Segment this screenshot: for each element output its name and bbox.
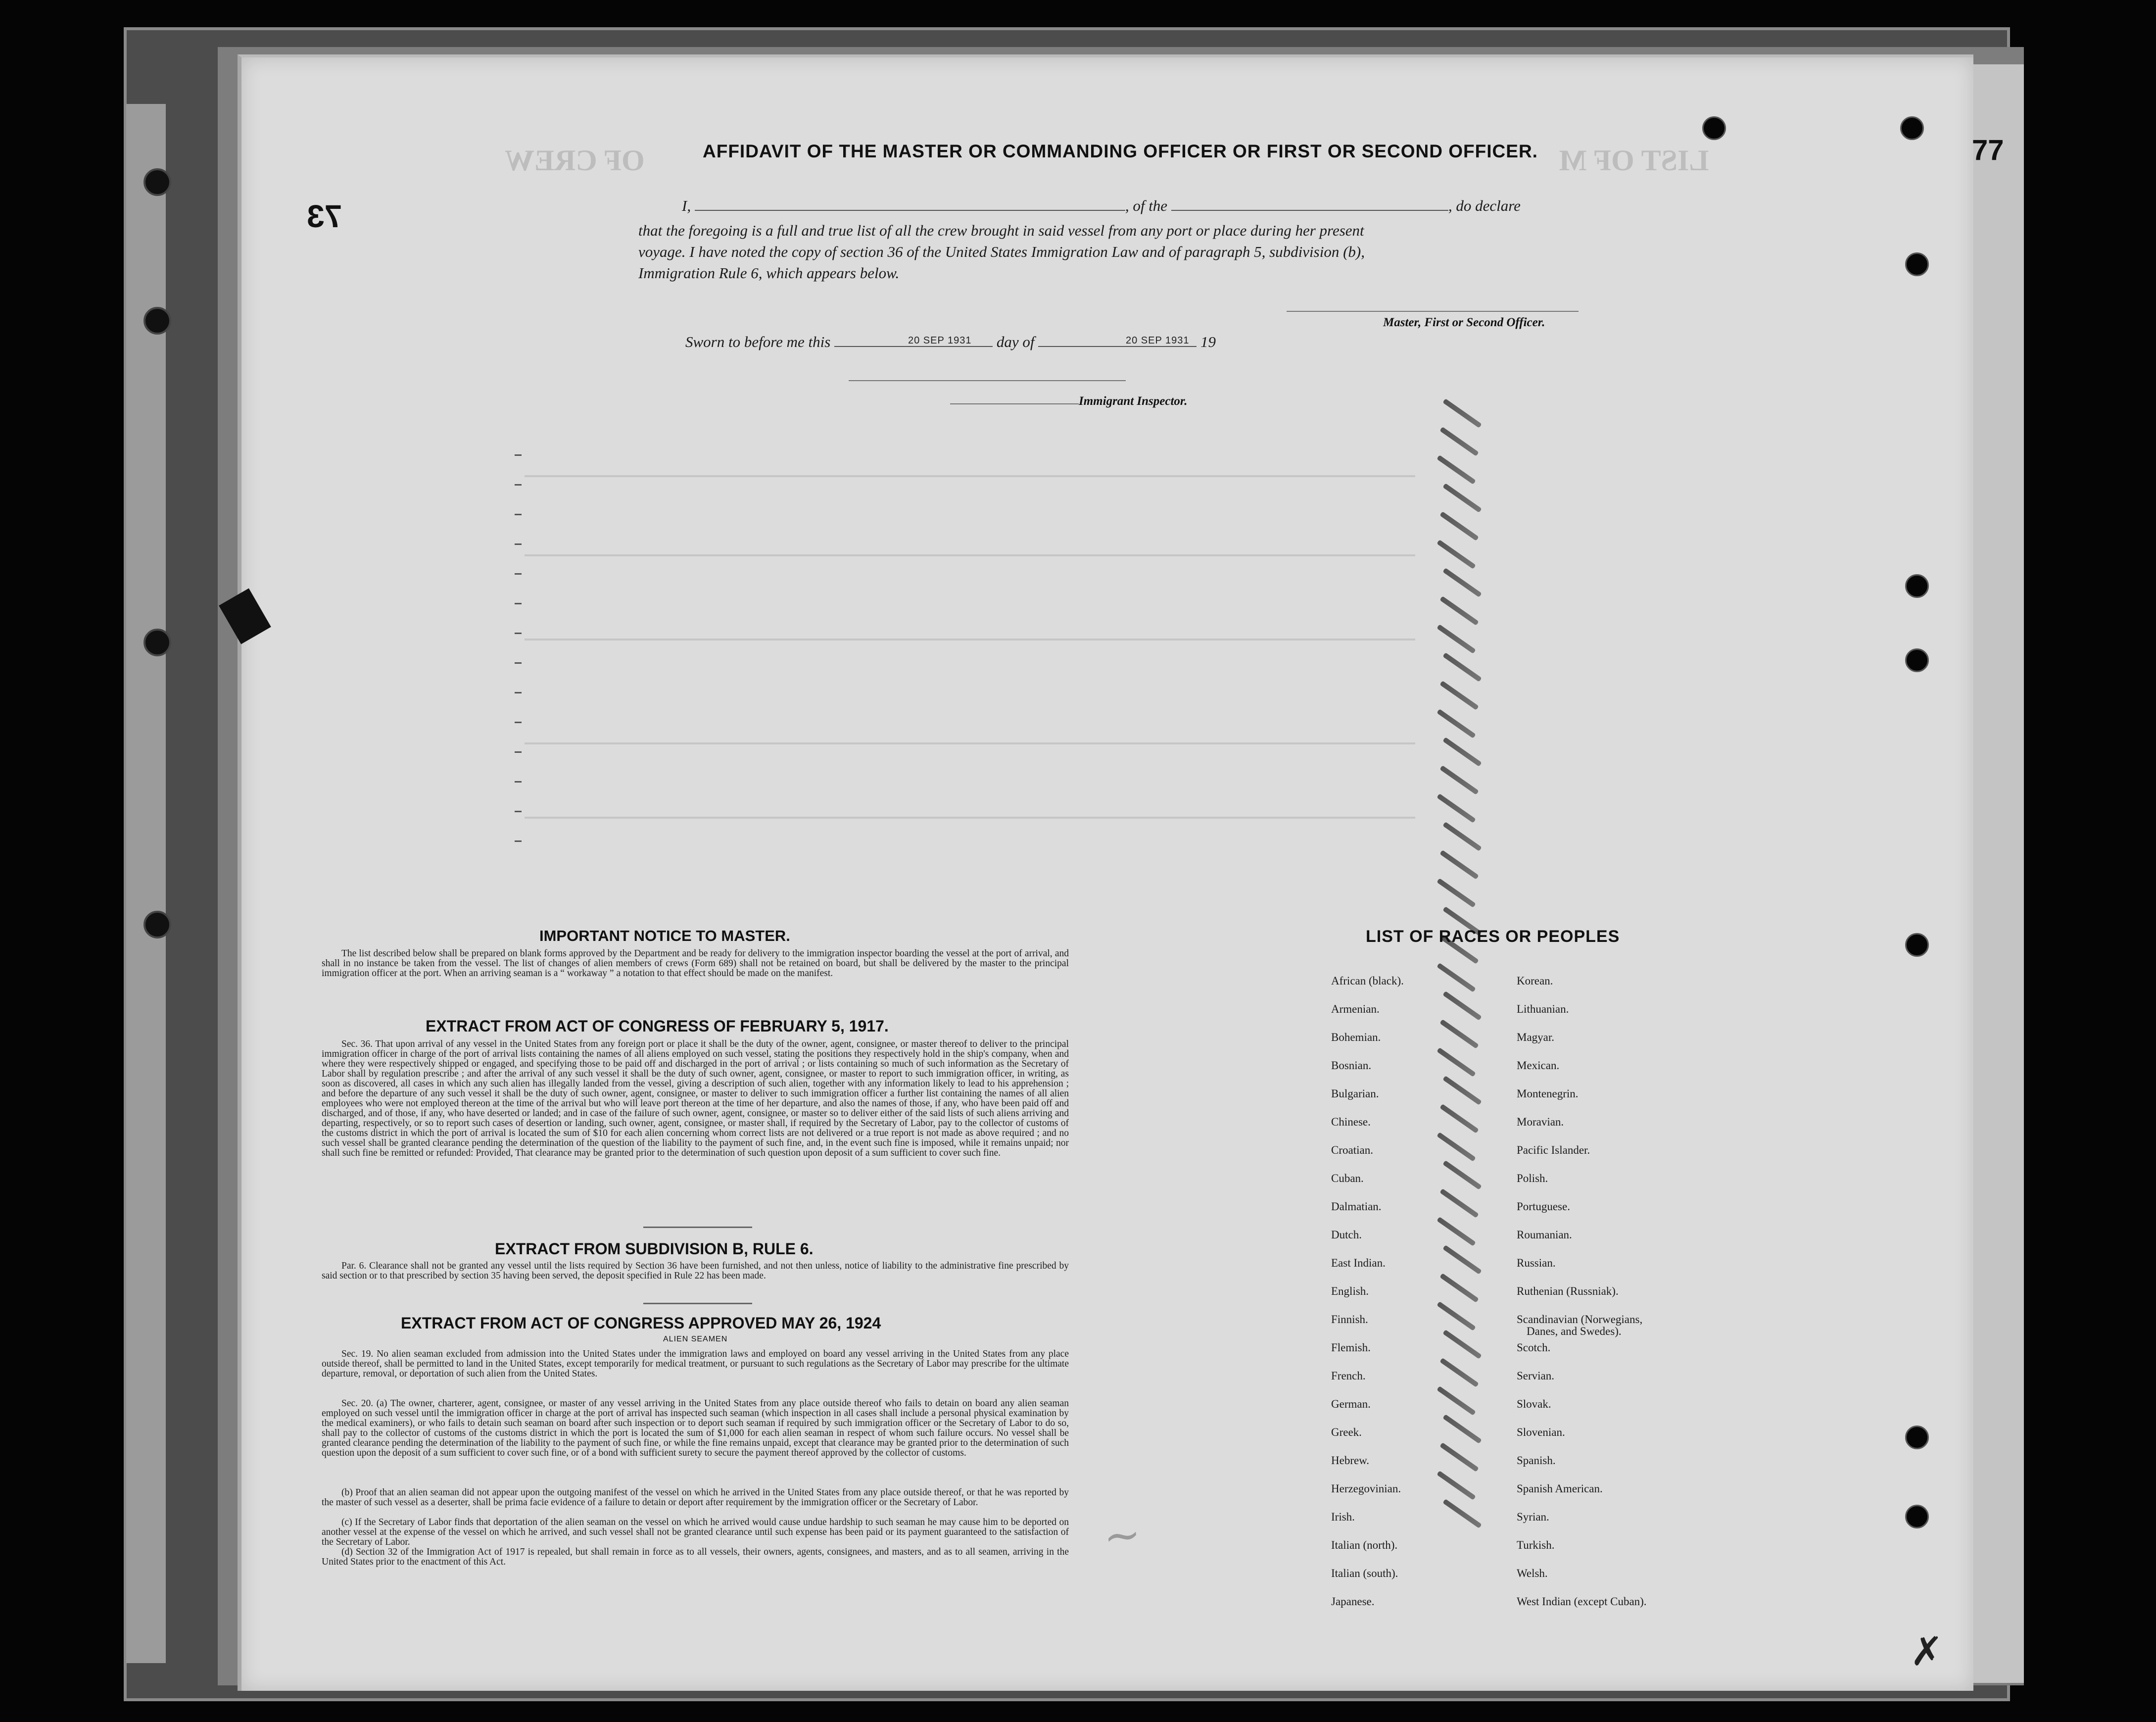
punch-hole bbox=[1905, 1426, 1929, 1449]
punch-hole bbox=[1900, 116, 1924, 140]
race-item bbox=[1517, 975, 1647, 1003]
race-item bbox=[1331, 1003, 1404, 1032]
section-divider bbox=[643, 1227, 752, 1228]
row-dash bbox=[515, 573, 522, 575]
binder-hole bbox=[144, 168, 171, 196]
date-stamp-month: 20 SEP 1931 bbox=[1126, 335, 1190, 346]
sworn-prefix: Sworn to before me this bbox=[685, 333, 831, 350]
bleed-through-line bbox=[525, 639, 1415, 640]
affidavit-line-1 bbox=[682, 197, 1521, 215]
bleed-through-text: OF CREW bbox=[505, 144, 645, 177]
notice-title: IMPORTANT NOTICE TO MASTER. bbox=[539, 927, 790, 944]
notice-text: The list described below shall be prepared on blank forms approved by the Department and be ready for delivery to the immigration inspector boarding the vessel at the port of arrival, and shall in no instance be taken from the vessel. The list of changes of alien members of crews (Form 689) shall not be retained on board, but shall be delivered by the master to the principal immigration officer at the port. When an arriving seaman is a “ workaway ” a notation to that effect should be made on the manifest. bbox=[322, 948, 1069, 979]
row-dash bbox=[515, 781, 522, 783]
extract-1917-text: Sec. 36. That upon arrival of any vessel in the United States from any foreign port or place it shall be the duty of the owner, agent, consignee, or master thereof to deliver to the principal immigration officer in charge of the port of arrival lists containing the names of all aliens employed on such vessel, stating the positions they respectively hold in the ship's company, when and where they were respectively shipped or engaged, and specifying those to be paid off and discharged in the port of arrival ; or lists containing so much of such information as the Secretary of Labor shall by regulation prescribe ; and after the arrival of any such vessel it shall be the duty of such owner, agent, consignee, or master to report to such immigration officer, in writing, as soon as discovered, all cases in which any such alien has illegally landed from the vessel, giving a description of such alien, together with any information likely to lead to his apprehension ; and before the departure of any such vessel it shall be the duty of such owner, agent, consignee, or master to deliver to such immigration officer a further list containing the names of all alien employees who were not employed thereon at the time of the arrival but who will leave port thereon at the time of her departure, and also the names of those, if any, who have been paid off and discharged, and of those, if any, who have deserted or landed; and in case of the failure of such owner, agent, consignee, or master so to deliver either of the said lists of such aliens arriving and departing, respectively, or so to report such cases of desertion or landing, such owner, agent, consignee, or master shall, if required by the Secretary of Labor, pay to the collector of customs of the customs district in which the port of arrival is located the sum of $10 for each alien concerning whom correct lists are not delivered or a true report is not made as above required ; and no such vessel shall be granted clearance pending the determination of the question of the liability to the payment of such fine, and, in the event such fine is imposed, while it remains unpaid; nor shall such fine be remitted or refunded: Provided, That clearance may be granted prior to the determination of such question upon deposit of a sum sufficient to cover such fine. bbox=[322, 1039, 1069, 1158]
punch-hole bbox=[1905, 252, 1929, 276]
officer-signature-line[interactable] bbox=[1287, 311, 1579, 312]
row-dash bbox=[515, 484, 522, 486]
race-item bbox=[1331, 1116, 1404, 1144]
handwritten-scrawl: ~ bbox=[1101, 1508, 1144, 1564]
date-stamp-day: 20 SEP 1931 bbox=[908, 335, 972, 346]
race-item bbox=[1517, 1342, 1647, 1370]
race-label: Lithuanian. bbox=[1517, 1003, 1569, 1015]
extract-1924-sec20a: Sec. 20. (a) The owner, charterer, agent, consignee, or master of any vessel arriving in the United States from any place outside thereof who fails to detain on board any alien seaman employed on such vessel until the immigration officer in charge at the port of arrival has inspected such seaman (which inspection in all cases shall include a personal physical examination by the medical examiners), or who fails to detain such seaman on board after such inspection or to deport such seaman if required by such immigration officer or the Secretary of Labor to do so, shall pay to the collector of customs of the customs district in which the port is located the sum of $1,000 for each alien seaman in respect of whom such failure occurs. No vessel shall be granted clearance pending the determination of the liability to the payment of such fine, or while the fine remains unpaid, except that clearance may be granted prior to the determination of such question upon the deposit of a sum sufficient to cover such fine, or of a bond with sufficient surety to secure the payment thereof approved by the collector of customs. bbox=[322, 1398, 1069, 1458]
race-label: Hebrew. bbox=[1331, 1454, 1370, 1467]
race-item bbox=[1517, 1511, 1647, 1539]
race-label: Irish. bbox=[1331, 1511, 1355, 1523]
inspector-signature-line[interactable] bbox=[950, 403, 1079, 404]
affidavit-of-the: , of the bbox=[1125, 197, 1168, 214]
race-item bbox=[1331, 1173, 1404, 1201]
race-item bbox=[1331, 1483, 1404, 1511]
race-label: Bulgarian. bbox=[1331, 1087, 1379, 1100]
punch-hole bbox=[1702, 116, 1726, 140]
race-label: Korean. bbox=[1517, 975, 1553, 987]
races-left-column bbox=[1331, 975, 1404, 1624]
extract-1924-subtitle: ALIEN SEAMEN bbox=[663, 1335, 728, 1343]
page-number: 77 bbox=[1972, 134, 2004, 166]
race-item bbox=[1517, 1229, 1647, 1257]
race-label-continuation: Danes, and Swedes). bbox=[1527, 1325, 1622, 1337]
race-label: Dutch. bbox=[1331, 1229, 1362, 1241]
race-label: Syrian. bbox=[1517, 1511, 1549, 1523]
race-item bbox=[1517, 1568, 1647, 1596]
race-label: German. bbox=[1331, 1398, 1371, 1410]
race-item bbox=[1517, 1398, 1647, 1427]
race-item bbox=[1517, 1060, 1647, 1088]
race-item bbox=[1517, 1003, 1647, 1032]
race-label: Bosnian. bbox=[1331, 1059, 1372, 1072]
race-item bbox=[1331, 1568, 1404, 1596]
race-label: Montenegrin. bbox=[1517, 1087, 1579, 1100]
race-label: Servian. bbox=[1517, 1370, 1555, 1382]
race-label: Portuguese. bbox=[1517, 1200, 1570, 1213]
race-label: English. bbox=[1331, 1285, 1369, 1297]
row-dash bbox=[515, 662, 522, 664]
race-item bbox=[1331, 1314, 1404, 1342]
race-label: Cuban. bbox=[1331, 1172, 1364, 1184]
affidavit-line-2: that the foregoing is a full and true list of all the crew brought in said vessel from any port or place during her present bbox=[638, 222, 1364, 239]
race-label: Greek. bbox=[1331, 1426, 1362, 1438]
race-item bbox=[1331, 1342, 1404, 1370]
bleed-through-line bbox=[525, 554, 1415, 556]
row-dash bbox=[515, 543, 522, 545]
row-dash bbox=[515, 633, 522, 634]
punch-hole bbox=[1905, 574, 1929, 598]
bleed-through-line bbox=[525, 475, 1415, 477]
race-label: Moravian. bbox=[1517, 1116, 1564, 1128]
race-item bbox=[1517, 1539, 1647, 1568]
race-label: African (black). bbox=[1331, 975, 1404, 987]
extract-rule6-title: EXTRACT FROM SUBDIVISION B, RULE 6. bbox=[495, 1240, 814, 1258]
race-item bbox=[1517, 1144, 1647, 1173]
mirrored-page-number: 73 bbox=[307, 198, 342, 234]
race-item bbox=[1331, 975, 1404, 1003]
affidavit-title: AFFIDAVIT OF THE MASTER OR COMMANDING OFFICER OR FIRST OR SECOND OFFICER. bbox=[703, 141, 1538, 161]
race-item bbox=[1517, 1483, 1647, 1511]
inspector-signature-line-upper[interactable] bbox=[849, 380, 1126, 381]
race-item bbox=[1331, 1257, 1404, 1285]
sworn-year: 19 bbox=[1200, 333, 1216, 350]
race-label: Welsh. bbox=[1517, 1567, 1548, 1579]
section-divider bbox=[643, 1303, 752, 1304]
race-item bbox=[1331, 1511, 1404, 1539]
race-label: Scotch. bbox=[1517, 1341, 1551, 1354]
row-dash bbox=[515, 751, 522, 753]
extract-1924-sec20c: (c) If the Secretary of Labor finds that deportation of the alien seaman on the vessel on which he arrived would cause undue hardship to such seaman he may cause him to be deported on another vessel at the expense of the vessel on which he arrived, and such vessel shall not be granted clearance until such expense has been paid or its payment guaranteed to the satisfaction of the Secretary of Labor. bbox=[322, 1517, 1069, 1547]
bleed-through-text: LIST OF M bbox=[1559, 144, 1709, 177]
races-right-column bbox=[1517, 975, 1647, 1624]
race-item bbox=[1331, 1144, 1404, 1173]
bleed-through-line bbox=[525, 817, 1415, 819]
race-label: Spanish. bbox=[1517, 1454, 1556, 1467]
vessel-name-blank[interactable] bbox=[1171, 210, 1448, 211]
extract-1924-sec20d: (d) Section 32 of the Immigration Act of 1917 is repealed, but shall remain in force as to all vessels, their owners, agents, consignees, and masters, and as to all seamen, arriving in the United States prior to the enactment of this Act. bbox=[322, 1547, 1069, 1567]
race-item bbox=[1331, 1596, 1404, 1624]
race-item bbox=[1517, 1257, 1647, 1285]
race-item bbox=[1517, 1285, 1647, 1314]
race-label: Italian (north). bbox=[1331, 1539, 1398, 1551]
race-item bbox=[1517, 1201, 1647, 1229]
race-item bbox=[1331, 1370, 1404, 1398]
corner-check-mark: ✗ bbox=[1910, 1628, 1944, 1674]
affidavit-i: I, bbox=[682, 197, 691, 214]
race-label: Dalmatian. bbox=[1331, 1200, 1382, 1213]
race-label: Japanese. bbox=[1331, 1595, 1375, 1608]
extract-1924-sec20b: (b) Proof that an alien seaman did not appear upon the outgoing manifest of the vessel on which he arrived in the United States from any place outside thereof, or that he was reported by the master of such vessel as a deserter, shall be prima facie evidence of a failure to detain or deport after requirement by the immigration officer or the Secretary of Labor. bbox=[322, 1487, 1069, 1508]
race-label: Turkish. bbox=[1517, 1539, 1555, 1551]
race-label: Roumanian. bbox=[1517, 1229, 1572, 1241]
binder-hole bbox=[144, 307, 171, 335]
races-title: LIST OF RACES OR PEOPLES bbox=[1366, 927, 1620, 946]
race-item bbox=[1331, 1427, 1404, 1455]
race-item bbox=[1331, 1088, 1404, 1116]
affidavit-line-3: voyage. I have noted the copy of section 36 of the United States Immigration Law and of paragraph 5, subdivision (b), bbox=[638, 243, 1365, 260]
race-label: Ruthenian (Russniak). bbox=[1517, 1285, 1619, 1297]
row-dash bbox=[515, 514, 522, 515]
affidavit-declare: , do declare bbox=[1448, 197, 1521, 214]
race-label: Russian. bbox=[1517, 1257, 1556, 1269]
row-dash bbox=[515, 811, 522, 812]
punch-hole bbox=[1905, 648, 1929, 672]
race-label: French. bbox=[1331, 1370, 1366, 1382]
race-label: West Indian (except Cuban). bbox=[1517, 1595, 1647, 1608]
race-item bbox=[1517, 1455, 1647, 1483]
sworn-day-of: day of bbox=[996, 333, 1035, 350]
inspector-signature-label: Immigrant Inspector. bbox=[1079, 394, 1188, 408]
race-item bbox=[1517, 1596, 1647, 1624]
race-label: Spanish American. bbox=[1517, 1482, 1603, 1495]
master-name-blank[interactable] bbox=[695, 210, 1125, 211]
race-item bbox=[1517, 1173, 1647, 1201]
row-dash bbox=[515, 840, 522, 842]
binder-hole bbox=[144, 629, 171, 656]
race-label: Croatian. bbox=[1331, 1144, 1373, 1156]
race-label: Pacific Islander. bbox=[1517, 1144, 1590, 1156]
race-label: East Indian. bbox=[1331, 1257, 1386, 1269]
race-item bbox=[1517, 1032, 1647, 1060]
race-item bbox=[1331, 1229, 1404, 1257]
binder-hole bbox=[144, 911, 171, 938]
race-label: Italian (south). bbox=[1331, 1567, 1398, 1579]
race-label: Slovak. bbox=[1517, 1398, 1551, 1410]
race-label: Scandinavian (Norwegians, bbox=[1517, 1313, 1643, 1326]
officer-signature-label: Master, First or Second Officer. bbox=[1383, 316, 1545, 329]
race-item bbox=[1331, 1398, 1404, 1427]
race-item bbox=[1331, 1285, 1404, 1314]
page-edge-strip bbox=[126, 104, 166, 1663]
race-label: Armenian. bbox=[1331, 1003, 1380, 1015]
extract-1917-title: EXTRACT FROM ACT OF CONGRESS OF FEBRUARY 5, 1917. bbox=[426, 1017, 889, 1035]
race-label: Mexican. bbox=[1517, 1059, 1560, 1072]
race-item bbox=[1517, 1116, 1647, 1144]
race-label: Finnish. bbox=[1331, 1313, 1368, 1326]
right-page-edge bbox=[1969, 64, 2024, 1683]
race-label: Flemish. bbox=[1331, 1341, 1371, 1354]
race-item bbox=[1517, 1427, 1647, 1455]
race-label: Herzegovinian. bbox=[1331, 1482, 1401, 1495]
extract-1924-title: EXTRACT FROM ACT OF CONGRESS APPROVED MAY 26, 1924 bbox=[401, 1314, 881, 1332]
race-item bbox=[1331, 1060, 1404, 1088]
affidavit-line-4: Immigration Rule 6, which appears below. bbox=[638, 264, 900, 282]
punch-hole bbox=[1905, 1505, 1929, 1528]
bleed-through-line bbox=[525, 742, 1415, 744]
punch-hole bbox=[1905, 933, 1929, 957]
extract-rule6-text: Par. 6. Clearance shall not be granted any vessel until the lists required by Section 36 have been furnished, and not then unless, notice of liability to the administrative fine prescribed by said section or to that prescribed by section 35 having been served, the deposit specified in Rule 22 has been made. bbox=[322, 1261, 1069, 1281]
race-item bbox=[1331, 1032, 1404, 1060]
row-dash bbox=[515, 692, 522, 693]
race-item bbox=[1517, 1370, 1647, 1398]
race-label: Slovenian. bbox=[1517, 1426, 1565, 1438]
row-dash bbox=[515, 722, 522, 723]
race-label: Bohemian. bbox=[1331, 1031, 1381, 1043]
extract-1924-sec19: Sec. 19. No alien seaman excluded from admission into the United States under the immigration laws and employed on board any vessel arriving in the United States from any place outside thereof, shall be permitted to land in the United States, except temporarily for medical treatment, or pursuant to such regulations as the Secretary of Labor may prescribe for the ultimate departure, removal, or deportation of such alien from the United States. bbox=[322, 1349, 1069, 1379]
race-item bbox=[1331, 1455, 1404, 1483]
row-dash bbox=[515, 454, 522, 456]
race-label: Polish. bbox=[1517, 1172, 1548, 1184]
row-dash bbox=[515, 603, 522, 604]
race-item bbox=[1331, 1539, 1404, 1568]
race-item bbox=[1331, 1201, 1404, 1229]
race-item bbox=[1517, 1088, 1647, 1116]
race-item bbox=[1517, 1314, 1647, 1342]
race-label: Magyar. bbox=[1517, 1031, 1555, 1043]
race-label: Chinese. bbox=[1331, 1116, 1371, 1128]
